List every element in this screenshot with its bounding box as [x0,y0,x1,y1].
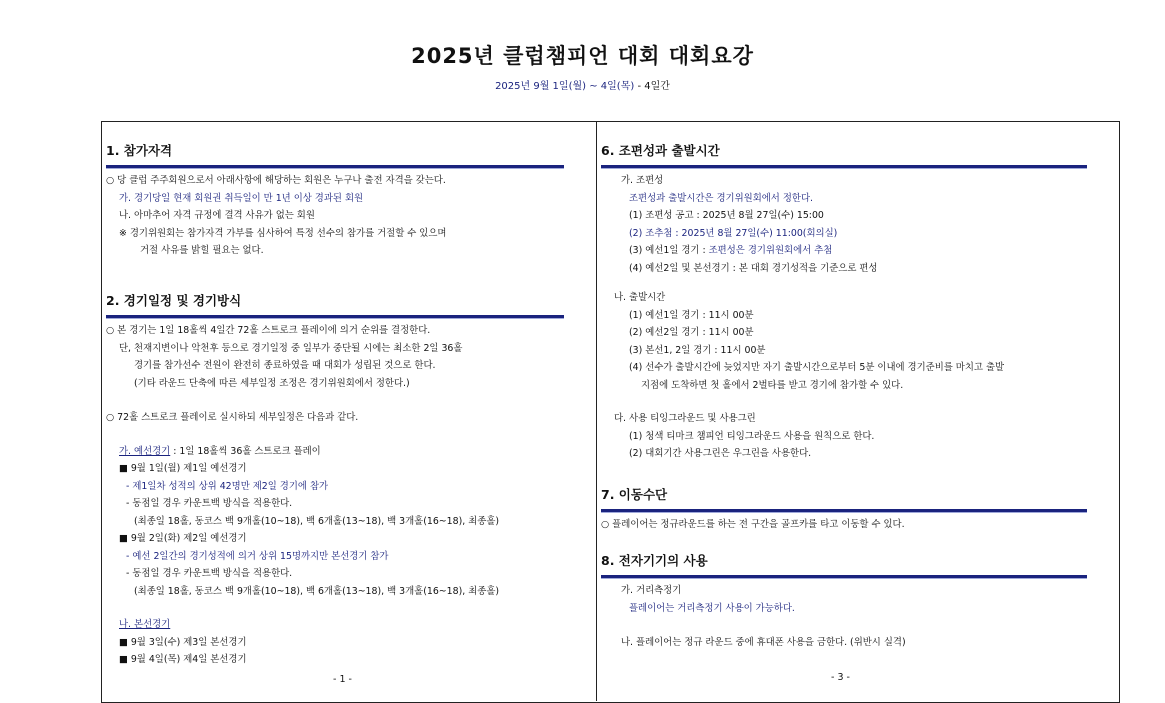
text-line: ■ 9월 4일(목) 제4일 본선경기 [119,654,247,665]
section-title: 6. 조편성과 출발시간 [601,143,720,158]
section-rule [601,575,1087,579]
text-line: ※ 경기위원회는 참가자격 가부를 심사하여 특정 선수의 참가를 거절할 수 있으며 [119,227,447,239]
section-electronic-devices [599,553,1113,652]
event-dates [0,77,1165,92]
text-line: (4) 예선2일 및 본선경기 : 본 대회 경기성적을 기준으로 편성 [629,262,878,274]
prelim-desc: : 1일 18홀씩 36홀 스트로크 플레이 [170,445,321,457]
text-line: (2) 조추첨 : 2025년 8월 27일(수) 11:00(회의실) [629,227,838,239]
text-line: 지점에 도착하면 첫 홀에서 2벌타를 받고 경기에 참가할 수 있다. [641,379,904,391]
text-line: (2) 예선2일 경기 : 11시 00분 [629,327,754,338]
document-title: 2025년 클럽챔피언 대회 대회요강 [411,44,754,68]
prelim-label: 가. 예선경기 [119,445,171,457]
section-rule [601,165,1087,169]
text-line: 나. 본선경기 [119,619,171,630]
text-line: ○ 본 경기는 1일 18홀씩 4일간 72홀 스트로크 플레이에 의거 순위를 결정한다. [106,325,431,336]
page-number: - 3 - [831,672,850,683]
text-line: ○ 72홀 스트로크 플레이로 실시하되 세부일정은 다음과 같다. [106,412,359,423]
text-line: - 동점일 경우 카운트백 방식을 적용한다. [126,568,293,579]
section-title: 8. 전자기기의 사용 [601,553,708,568]
text-line: 단, 천재지변이나 악천후 등으로 경기일정 중 일부가 중단될 시에는 최소한 2일 36홀 [119,342,463,354]
text-line: (3) 본선1, 2일 경기 : 11시 00분 [629,344,766,356]
text-line: 가. 거리측정기 [621,585,682,596]
page-divider [596,121,597,701]
text-line: (기타 라운드 단축에 따른 세부일정 조정은 경기위원회에서 정한다.) [134,377,410,389]
text-line: 나. 플레이어는 정규 라운드 중에 휴대폰 사용을 금한다. (위반시 실격) [621,637,906,648]
text-line: 나. 출발시간 [614,292,666,303]
text-line [104,443,590,461]
text-line: - 동점일 경우 카운트백 방식을 적용한다. [126,498,293,509]
text-line: 조편성과 출발시간은 경기위원회에서 정한다. [629,192,813,204]
text-line: (1) 청색 티마크 챔피언 티잉그라운드 사용을 원칙으로 한다. [629,430,875,442]
section-rule [601,509,1087,513]
text-line: (최종일 18홀, 동코스 백 9개홀(10~18), 백 6개홀(13~18), 백 3개홀(16~18), 최종홀) [134,585,500,597]
text-prefix: (3) 예선1일 경기 : [629,245,709,256]
text-line: 다. 사용 티잉그라운드 및 사용그린 [614,413,756,424]
text-line: ○ 당 클럽 주주회원으로서 아래사항에 해당하는 회원은 누구나 출전 자격을 갖는다. [106,175,446,186]
event-duration: - 4일간 [634,81,670,92]
section-title: 7. 이동수단 [601,487,668,502]
text-line: (4) 선수가 출발시간에 늦었지만 자기 출발시간으로부터 5분 이내에 경기준비를 마치고 출발 [629,362,1005,373]
text-line: (1) 조편성 공고 : 2025년 8월 27일(수) 15:00 [629,210,824,221]
text-line: 가. 조편성 [621,175,664,186]
text-line: - 제1일차 성적의 상위 42명만 제2일 경기에 참가 [126,480,329,492]
section-title: 2. 경기일정 및 경기방식 [106,293,242,308]
text-line: 경기를 참가선수 전원이 완전히 종료하였을 때 대회가 성립된 것으로 한다. [134,360,436,371]
text-line: 거절 사유를 밝힐 필요는 없다. [140,245,264,256]
section-rule [106,315,564,319]
section-eligibility [104,143,590,260]
section-groups-tee-times [599,143,1113,463]
text-line: - 예선 2일간의 경기성적에 의거 상위 15명까지만 본선경기 참가 [126,550,389,562]
section-title: 1. 참가자격 [106,143,173,158]
text-line: 플레이어는 거리측정기 사용이 가능하다. [629,602,795,614]
section-transport [599,487,1113,534]
text-highlight: 조편성은 경기위원회에서 추첨 [708,245,833,256]
section-rule [106,165,564,169]
text-line: ■ 9월 2일(화) 제2일 예선경기 [119,533,247,544]
text-line: 가. 경기당일 현재 회원권 취득일이 만 1년 이상 경과된 회원 [119,192,364,204]
section-schedule [104,293,590,669]
text-line: ○ 플레이어는 정규라운드를 하는 전 구간을 골프카를 타고 이동할 수 있다. [601,519,905,530]
text-line: (최종일 18홀, 동코스 백 9개홀(10~18), 백 6개홀(13~18), 백 3개홀(16~18), 최종홀) [134,515,500,527]
text-line: 나. 아마추어 자격 규정에 결격 사유가 없는 회원 [119,210,315,221]
text-line [599,242,1113,260]
text-line: ■ 9월 3일(수) 제3일 본선경기 [119,636,247,648]
event-dates-range: 2025년 9월 1일(월) ~ 4일(목) [495,81,635,92]
page-number: - 1 - [333,674,352,685]
text-line: ■ 9월 1일(월) 제1일 예선경기 [119,463,247,474]
text-line: (2) 대회기간 사용그린은 우그린을 사용한다. [629,448,812,459]
text-line: (1) 예선1일 경기 : 11시 00분 [629,309,754,321]
